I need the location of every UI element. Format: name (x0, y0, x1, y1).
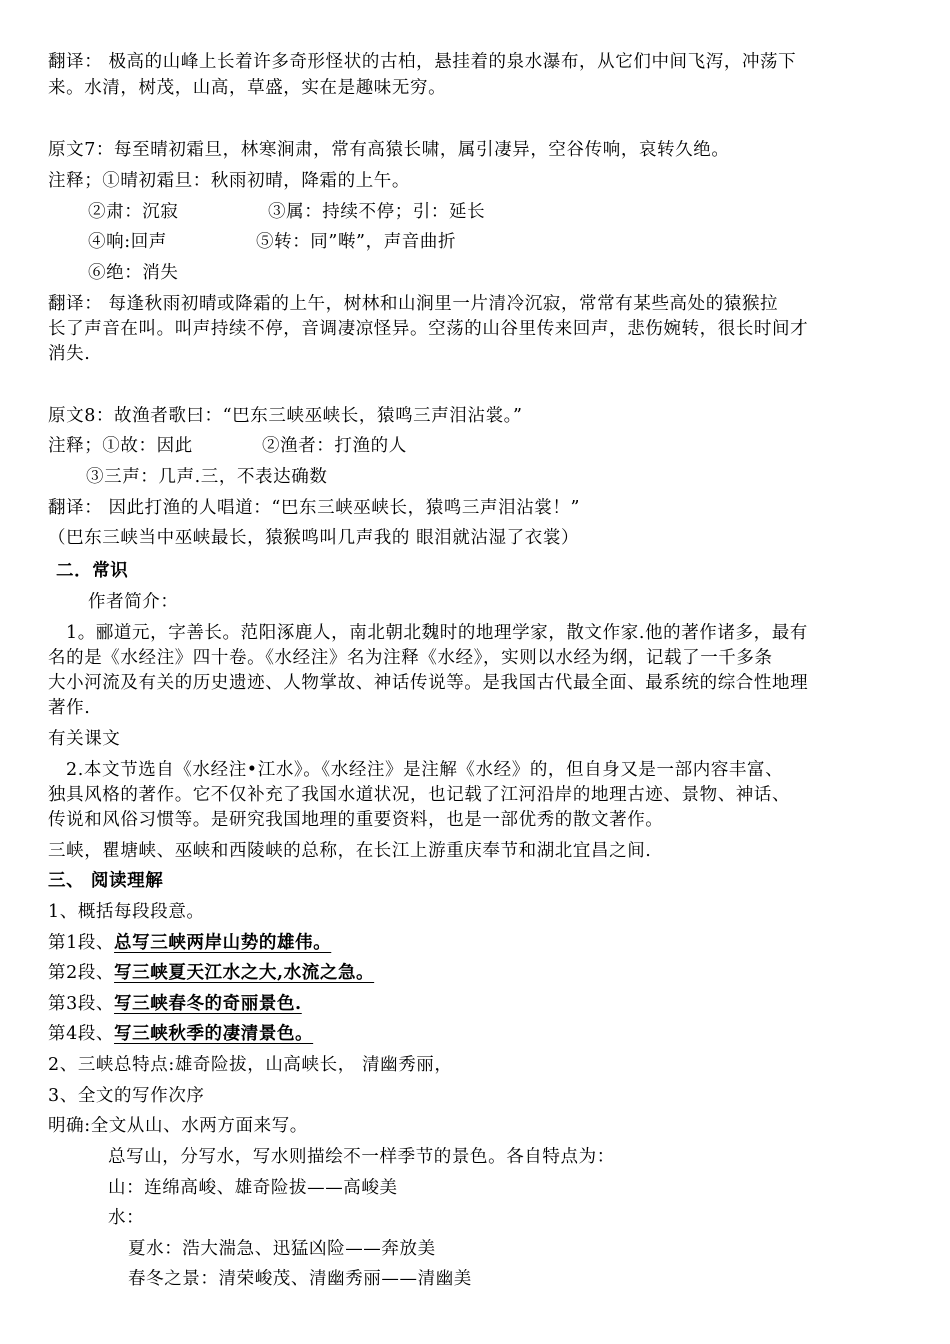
paragraph-line: 2.本文节选自《水经注•江水》。《水经注》是注解《水经》的，但自身又是一部内容丰富、 (66, 760, 784, 780)
annotation-item: ③三声：几声.三，不表达确数 (86, 467, 328, 487)
answer-line: 夏水：浩大湍急、迅猛凶险——奔放美 (128, 1239, 436, 1259)
original-text-7: 原文7：每至晴初霜旦，林寒涧肃，常有高猿长啸，属引凄异，空谷传响，哀转久绝。 (48, 140, 730, 160)
summary-item (48, 1023, 313, 1045)
summary-item (48, 993, 302, 1015)
translation-line: （巴东三峡当中巫峡最长，猿猴鸣叫几声我的 眼泪就沾湿了衣裳） (48, 528, 580, 548)
answer-line: 总写山，分写水，写水则描绘不一样季节的景色。各自特点为： (108, 1147, 615, 1167)
summary-text: 总写三峡两岸山势的雄伟。 (114, 933, 332, 953)
annotation-item: ③属：持续不停；引：延长 (268, 202, 486, 222)
translation-line: 消失. (48, 344, 91, 364)
summary-text: 写三峡夏天江水之大,水流之急。 (114, 963, 375, 983)
annotation-item: 注释；①故：因此 (48, 436, 193, 456)
summary-label: 第4段、 (48, 1024, 115, 1044)
summary-label: 第3段、 (48, 994, 115, 1014)
annotation-item: ②渔者：打渔的人 (262, 436, 407, 456)
question: 3、全文的写作次序 (48, 1086, 205, 1106)
annotation-item: ④响:回声 (88, 232, 167, 252)
annotation-item: ②肃：沉寂 (88, 202, 179, 222)
summary-label: 第1段、 (48, 933, 115, 953)
translation-line: 翻译： 因此打渔的人唱道：“巴东三峡巫峡长，猿鸣三声泪沾裳！” (48, 498, 581, 518)
annotation-item: ⑤转：同”啭”，声音曲折 (256, 232, 457, 252)
answer-line: 春冬之景：清荣峻茂、清幽秀丽——清幽美 (128, 1269, 472, 1289)
section-heading: 二．常识 (56, 561, 129, 581)
question: 2、三峡总特点:雄奇险拔，山高峡长， 清幽秀丽， (48, 1055, 453, 1075)
paragraph-line: 1。郦道元，字善长。范阳涿鹿人，南北朝北魏时的地理学家，散文作家.他的著作诸多，最有 (66, 623, 808, 643)
translation-line: 翻译： 极高的山峰上长着许多奇形怪状的古柏，悬挂着的泉水瀑布，从它们中间飞泻，冲荡下 (48, 52, 797, 72)
paragraph-line: 著作. (48, 698, 91, 718)
translation-line: 来。水清，树茂，山高，草盛，实在是趣味无穷。 (48, 78, 447, 98)
summary-text: 写三峡秋季的凄清景色。 (114, 1024, 314, 1044)
section-heading: 三、 阅读理解 (48, 871, 164, 891)
annotation-item: ⑥绝：消失 (88, 263, 179, 283)
summary-item (48, 962, 374, 984)
subheading: 有关课文 (48, 729, 121, 749)
paragraph-line: 传说和风俗习惯等。是研究我国地理的重要资料，也是一部优秀的散文著作。 (48, 810, 664, 830)
paragraph-line: 独具风格的著作。它不仅补充了我国水道状况，也记载了江河沿岸的地理古迹、景物、神话、 (48, 785, 791, 805)
paragraph-line: 三峡，瞿塘峡、巫峡和西陵峡的总称，在长江上游重庆奉节和湖北宜昌之间. (48, 841, 652, 861)
answer-line: 水： (108, 1208, 145, 1228)
annotation-line: 注释；①晴初霜旦：秋雨初晴，降霜的上午。 (48, 171, 410, 191)
translation-line: 翻译： 每逢秋雨初晴或降霜的上午，树林和山涧里一片清冷沉寂，常常有某些高处的猿猴拉 (48, 294, 779, 314)
question: 1、概括每段段意。 (48, 902, 205, 922)
translation-line: 长了声音在叫。叫声持续不停，音调凄凉怪异。空荡的山谷里传来回声，悲伤婉转，很长时间才 (48, 319, 809, 339)
paragraph-line: 大小河流及有关的历史遗迹、人物掌故、神话传说等。是我国古代最全面、最系统的综合性地理 (48, 673, 809, 693)
answer-line: 明确:全文从山、水两方面来写。 (48, 1116, 308, 1136)
summary-text: 写三峡春冬的奇丽景色. (114, 994, 302, 1014)
original-text-8: 原文8：故渔者歌曰：“巴东三峡巫峡长，猿鸣三声泪沾裳。” (48, 406, 523, 426)
summary-item (48, 932, 331, 954)
summary-label: 第2段、 (48, 963, 115, 983)
answer-line: 山：连绵高峻、雄奇险拔——高峻美 (108, 1178, 398, 1198)
paragraph-line: 名的是《水经注》四十卷。《水经注》名为注释《水经》，实则以水经为纲，记载了一千多条 (48, 648, 773, 668)
subheading: 作者简介： (88, 592, 179, 612)
